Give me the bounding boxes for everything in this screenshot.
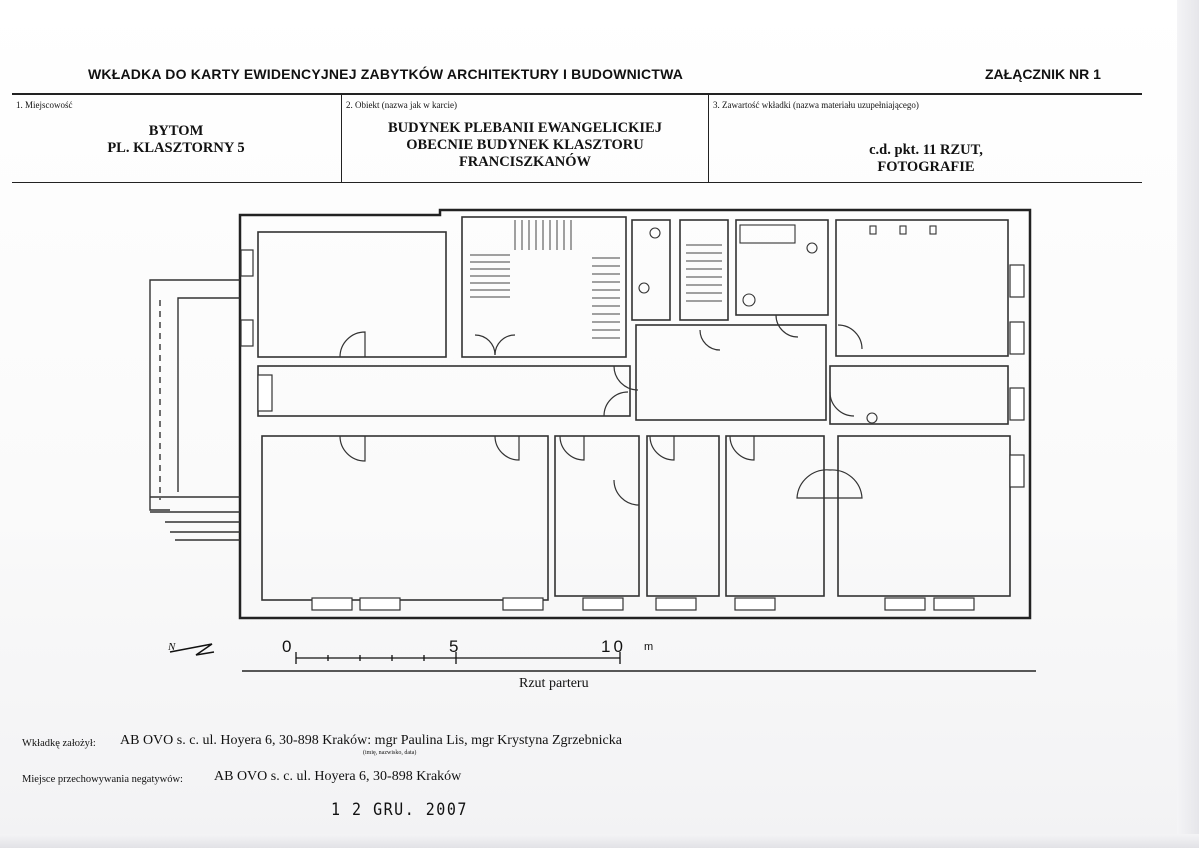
founded-note: (imię, nazwisko, data) (363, 750, 417, 756)
locality-label: 1. Miejscowość (16, 100, 73, 110)
locality-line-2: PL. KLASZTORNY 5 (107, 140, 245, 156)
room-northwest (258, 232, 446, 357)
north-label: N (168, 641, 176, 653)
outer-walls (240, 210, 1030, 618)
founded-value: AB OVO s. c. ul. Hoyera 6, 30-898 Kraków: mgr Paulina Lis, mgr Krystyna Zgrzebnicka (120, 733, 622, 748)
locality-line-1: BYTOM (148, 123, 204, 139)
veranda (150, 280, 240, 540)
contents-line-1: c.d. pkt. 11 RZUT, (869, 142, 983, 158)
contents-line-2: FOTOGRAFIE (877, 159, 975, 175)
scale-zero: 0 (282, 637, 292, 656)
plan-caption: Rzut parteru (519, 676, 589, 691)
stair-hall (462, 217, 626, 357)
room-south-east (838, 436, 1010, 596)
room-south-4 (726, 436, 824, 596)
stair-east (680, 220, 728, 320)
door-swings (340, 315, 862, 505)
object-line-1: BUDYNEK PLEBANII EWANGELICKIEJ (388, 120, 662, 136)
date-stamp: 1 2 GRU. 2007 (331, 798, 468, 820)
contents-label: 3. Zawartość wkładki (nazwa materiału uzupełniającego) (713, 100, 919, 110)
sanitary-fixtures (639, 225, 936, 423)
interior-walls (258, 217, 1010, 600)
north-arrow-icon (170, 644, 214, 655)
object-label: 2. Obiekt (nazwa jak w karcie) (346, 100, 457, 110)
scale-five: 5 (449, 637, 459, 656)
negatives-value: AB OVO s. c. ul. Hoyera 6, 30-898 Kraków (214, 769, 462, 784)
bathroom (736, 220, 828, 315)
room-northeast (836, 220, 1008, 356)
scale-unit: m (644, 641, 654, 653)
corridor-west (258, 366, 630, 416)
room-south-2 (555, 436, 639, 596)
scale-ten: 10 (601, 637, 626, 656)
negatives-label: Miejsce przechowywania negatywów: (22, 774, 183, 785)
corridor-central (636, 325, 826, 420)
attachment-number: ZAŁĄCZNIK NR 1 (985, 66, 1101, 82)
room-south-large (262, 436, 548, 600)
object-line-3: FRANCISZKANÓW (458, 154, 592, 170)
object-line-2: OBECNIE BUDYNEK KLASZTORU (406, 137, 644, 153)
room-south-3 (647, 436, 719, 596)
founded-label: Wkładkę założył: (22, 738, 96, 749)
room-east-middle (830, 366, 1008, 424)
document-title: WKŁADKA DO KARTY EWIDENCYJNEJ ZABYTKÓW ARCHITEKTURY I BUDOWNICTWA (88, 66, 684, 82)
